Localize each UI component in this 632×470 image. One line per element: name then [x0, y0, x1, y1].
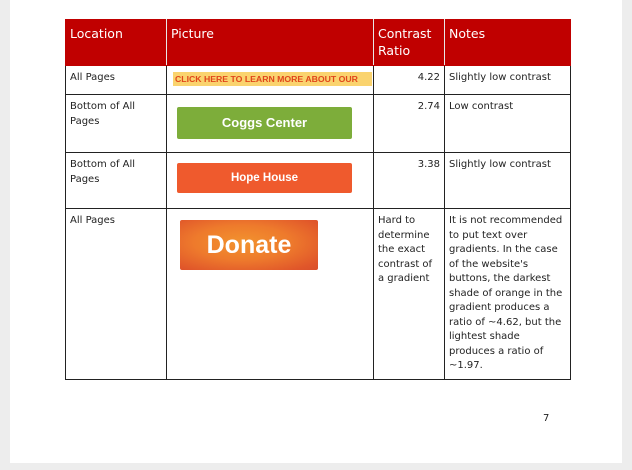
- table-row: [66, 209, 571, 380]
- cell-picture: [167, 209, 374, 380]
- cell-notes: Slightly low contrast: [445, 153, 571, 209]
- cell-location: Bottom of All Pages: [66, 95, 167, 153]
- cell-ratio: 4.22: [374, 66, 445, 95]
- cell-picture: [167, 95, 374, 153]
- cell-ratio: Hard to determine the exact contrast of a gradient: [374, 209, 445, 380]
- contrast-table: [65, 19, 571, 380]
- cell-location: Bottom of All Pages: [66, 153, 167, 209]
- header-picture: Picture: [167, 20, 374, 66]
- donate-button-image: Donate: [180, 220, 318, 270]
- cell-ratio: 3.38: [374, 153, 445, 209]
- table-row: [66, 153, 571, 209]
- page-number: 7: [543, 413, 550, 424]
- header-notes: Notes: [445, 20, 571, 66]
- header-location: Location: [66, 20, 167, 66]
- cell-notes: It is not recommended to put text over gradients. In the case of the website's buttons, the darkest shade of orange in the gradient produces a ratio of ~4.62, but the lightest shade produces a ratio of ~1.97.: [445, 209, 571, 380]
- cell-notes: Slightly low contrast: [445, 66, 571, 95]
- cell-notes: Low contrast: [445, 95, 571, 153]
- cell-picture: [167, 66, 374, 95]
- hope-house-button-image: Hope House: [177, 163, 352, 193]
- table-header-row: [66, 20, 571, 66]
- cell-location: All Pages: [66, 209, 167, 380]
- learn-more-banner-image: CLICK HERE TO LEARN MORE ABOUT OUR: [173, 72, 372, 86]
- document-page: [10, 0, 622, 463]
- table-row: [66, 66, 571, 95]
- table-row: [66, 95, 571, 153]
- cell-location: All Pages: [66, 66, 167, 95]
- cell-ratio: 2.74: [374, 95, 445, 153]
- cell-picture: [167, 153, 374, 209]
- header-contrast-ratio: Contrast Ratio: [374, 20, 445, 66]
- coggs-center-button-image: Coggs Center: [177, 107, 352, 139]
